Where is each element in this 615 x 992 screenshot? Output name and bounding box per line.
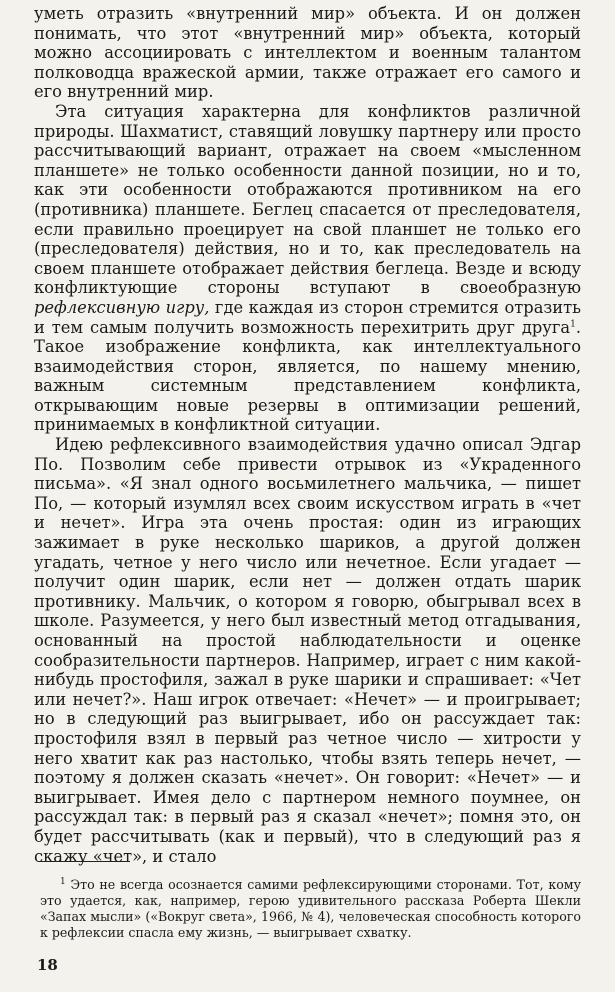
paragraph-3	[34, 435, 581, 866]
reflexive-game-term: рефлексивную игру,	[34, 297, 210, 317]
paragraph-2-text-after-mark: . Такое изображение конфликта, как интеллектуального взаимодействия сторон, является, по нашему мнению, важным системным представлением конфликта, открывающим новые резервы в оптимизации решений, принимаемых в конфликтной ситуации.	[34, 317, 581, 435]
paragraph-1	[34, 4, 581, 102]
footnote-divider	[38, 861, 130, 862]
paragraph-2	[34, 102, 581, 435]
paragraph-2-text-after-italic: где каждая из сторон стремится отразить и тем самым получить возможность перехитрить друг друга	[34, 297, 581, 337]
footnote	[40, 877, 581, 941]
paragraph-1-text: уметь отразить «внутренний мир» объекта. И он должен понимать, что этот «внутренний мир» объекта, который можно ассоциировать с интеллектом и военным талантом полководца вражеской армии, также отражает его самого и его внутренний мир.	[34, 4, 581, 102]
main-text	[34, 4, 581, 866]
paragraph-2-text-before-italic: Эта ситуация характерна для конфликтов различной природы. Шахматист, ставящий ловушку партнеру или просто рассчитывающий вариант, отражает на своем «мысленном планшете» не только особенности данной позиции, но и то, как эти особенности отображаются противником на его (противника) планшете. Беглец спасается от преследователя, если правильно проецирует на свой планшет не только его (преследователя) действия, но и то, как преследователь на своем планшете отображает действия беглеца. Везде и всюду конфликтующие стороны вступают в своеобразную	[34, 101, 581, 298]
footnote-mark: 1	[60, 876, 66, 887]
footnote-reference: 1	[570, 319, 576, 330]
footnote-text: Это не всегда осознается самими рефлексирующими сторонами. Тот, кому это удается, как, например, герою удивительного рассказа Роберта Шекли «Запах мысли» («Вокруг света», 1966, № 4), человеческая способность которого к рефлексии спасла ему жизнь, — выигрывает схватку.	[40, 877, 581, 940]
paragraph-3-text: Идею рефлексивного взаимодействия удачно описал Эдгар По. Позволим себе привести отрывок из «Украденного письма». «Я знал одного восьмилетнего мальчика, — пишет По, — который изумлял всех своим искусством играть в «чет и нечет». Игра эта очень простая: один из играющих зажимает в руке несколько шариков, а другой должен угадать, четное у него число или нечетное. Если угадает — получит один шарик, если нет — должен отдать шарик противнику. Мальчик, о котором я говорю, обыгрывал всех в школе. Разумеется, у него был известный метод отгадывания, основанный на простой наблюдательности и оценке сообразительности партнеров. Например, играет с ним какой-нибудь простофиля, зажал в руке шарики и спрашивает: «Чет или нечет?». Наш игрок отвечает: «Нечет» — и проигрывает; но в следующий раз выигрывает, ибо он рассуждает так: простофиля взял в первый раз четное число — хитрости у него хватит как раз настолько, чтобы взять теперь нечет, — поэтому я должен сказать «нечет». Он говорит: «Нечет» — и выигрывает. Имея дело с партнером немного поумнее, он рассуждал так: в первый раз я сказал «нечет»; помня это, он будет рассчитывать (как и первый), что в следующий раз я скажу «чет», и стало	[34, 435, 581, 866]
page-number: 18	[37, 956, 58, 974]
